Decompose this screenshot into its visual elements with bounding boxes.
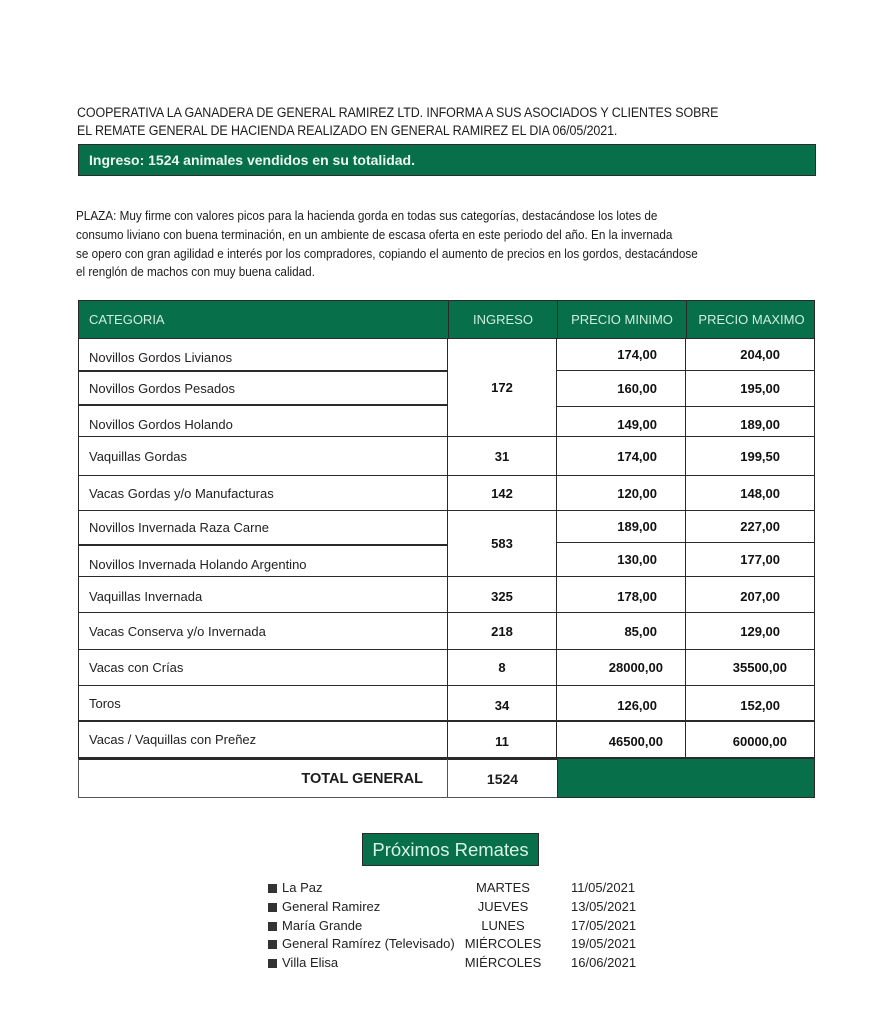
table-row-ingreso: 218 xyxy=(448,613,557,650)
square-bullet-icon xyxy=(268,940,277,949)
list-item xyxy=(268,917,658,936)
remate-lugar: General Ramirez xyxy=(282,898,381,914)
table-row-precio-maximo: 207,00 xyxy=(686,577,815,613)
intro-line-2: EL REMATE GENERAL DE HACIENDA REALIZADO EN GENERAL RAMIREZ EL DIA 06/05/2021. xyxy=(77,123,618,138)
header-categoria: CATEGORIA xyxy=(79,301,449,339)
plaza-line: PLAZA: Muy firme con valores picos para la hacienda gorda en todas sus categorías, destacándose los lotes de xyxy=(76,209,658,223)
table-row-categoria: Novillos Gordos Pesados xyxy=(78,371,448,405)
table-row-precio-maximo: 189,00 xyxy=(686,407,815,437)
header-ingreso: INGRESO xyxy=(449,301,558,339)
table-row-precio-minimo: 174,00 xyxy=(557,339,686,371)
plaza-paragraph xyxy=(76,207,801,282)
table-merged-ingreso-novillos-gordos: 172 xyxy=(448,339,557,437)
ingreso-banner: Ingreso: 1524 animales vendidos en su totalidad. xyxy=(78,144,816,176)
plaza-line: consumo liviano con buena terminación, en un ambiente de escasa oferta en este periodo del año. En la invernada xyxy=(76,227,673,242)
remate-lugar: General Ramírez (Televisado) xyxy=(282,936,455,952)
remate-fecha: 13/05/2021 xyxy=(571,898,637,914)
table-row-precio-minimo: 126,00 xyxy=(557,686,686,721)
remate-lugar: La Paz xyxy=(282,880,323,895)
remate-dia: MIÉRCOLES xyxy=(464,955,542,971)
table-row-precio-maximo: 227,00 xyxy=(686,511,815,543)
square-bullet-icon xyxy=(268,922,277,931)
table-row-ingreso: 8 xyxy=(448,650,557,686)
total-green-fill xyxy=(557,758,815,798)
remate-fecha: 19/05/2021 xyxy=(571,936,637,952)
table-row-categoria: Vacas con Crías xyxy=(78,650,448,686)
remate-dia: JUEVES xyxy=(477,898,529,914)
table-row-precio-maximo: 148,00 xyxy=(686,476,815,511)
total-general-value: 1524 xyxy=(448,758,557,798)
table-row-ingreso: 11 xyxy=(448,721,557,758)
table-row-precio-maximo: 177,00 xyxy=(686,543,815,577)
remate-dia: MARTES xyxy=(476,880,530,895)
table-row-categoria: Toros xyxy=(78,686,448,721)
list-item xyxy=(268,898,658,917)
square-bullet-icon xyxy=(268,903,277,912)
table-row-precio-maximo: 195,00 xyxy=(686,371,815,407)
list-item xyxy=(268,954,658,973)
total-general-label: TOTAL GENERAL xyxy=(78,758,448,798)
table-row-precio-minimo: 85,00 xyxy=(557,613,686,650)
table-row-precio-maximo: 152,00 xyxy=(686,686,815,721)
table-row-precio-minimo: 28000,00 xyxy=(557,650,686,686)
table-row-categoria: Vacas / Vaquillas con Preñez xyxy=(78,721,448,758)
remate-fecha: 11/05/2021 xyxy=(571,880,636,895)
table-row-precio-minimo: 178,00 xyxy=(557,577,686,613)
table-row-precio-maximo: 199,50 xyxy=(686,437,815,476)
intro-text xyxy=(77,104,821,140)
square-bullet-icon xyxy=(268,884,277,893)
table-row-categoria: Novillos Invernada Holando Argentino xyxy=(78,545,448,577)
table-header xyxy=(78,300,815,339)
table-row-ingreso: 142 xyxy=(448,476,557,511)
remate-fecha: 16/06/2021 xyxy=(571,955,637,971)
intro-line-1: COOPERATIVA LA GANADERA DE GENERAL RAMIREZ LTD. INFORMA A SUS ASOCIADOS Y CLIENTES SOBRE xyxy=(77,105,719,120)
table-merged-ingreso-novillos-invernada: 583 xyxy=(448,511,557,577)
table-row-ingreso: 31 xyxy=(448,437,557,476)
remate-fecha: 17/05/2021 xyxy=(571,917,637,933)
table-row-precio-minimo: 149,00 xyxy=(557,407,686,437)
square-bullet-icon xyxy=(268,959,277,968)
table-row-precio-minimo: 189,00 xyxy=(557,511,686,543)
remate-lugar: Villa Elisa xyxy=(282,955,339,971)
proximos-remates-list xyxy=(268,879,658,973)
table-row-precio-maximo: 60000,00 xyxy=(686,721,815,758)
header-precio-minimo: PRECIO MINIMO xyxy=(558,301,687,339)
table-row-categoria: Novillos Gordos Livianos xyxy=(78,339,448,371)
list-item xyxy=(268,935,658,954)
remate-dia: LUNES xyxy=(481,917,525,933)
table-row-precio-minimo: 46500,00 xyxy=(557,721,686,758)
table-row-ingreso: 34 xyxy=(448,686,557,721)
list-item xyxy=(268,879,658,898)
table-row-precio-minimo: 160,00 xyxy=(557,371,686,407)
remate-lugar: María Grande xyxy=(282,917,363,933)
table-row-categoria: Novillos Invernada Raza Carne xyxy=(78,511,448,545)
table-row-precio-minimo: 130,00 xyxy=(557,543,686,577)
table-row-categoria: Vaquillas Invernada xyxy=(78,577,448,613)
table-row-precio-minimo: 174,00 xyxy=(557,437,686,476)
table-row-ingreso: 325 xyxy=(448,577,557,613)
plaza-line: el renglón de machos con muy buena calidad. xyxy=(76,265,315,280)
table-row-categoria: Novillos Gordos Holando xyxy=(78,405,448,437)
table-row-categoria: Vacas Gordas y/o Manufacturas xyxy=(78,476,448,511)
remate-dia: MIÉRCOLES xyxy=(464,936,542,952)
table-row-precio-maximo: 204,00 xyxy=(686,339,815,371)
plaza-line: se opero con gran agilidad e interés por los compradores, copiando el aumento de precios en los gordos, destacándose xyxy=(76,246,698,261)
table-row-categoria: Vacas Conserva y/o Invernada xyxy=(78,613,448,650)
table-row-precio-maximo: 35500,00 xyxy=(686,650,815,686)
table-row-precio-minimo: 120,00 xyxy=(557,476,686,511)
proximos-remates-title: Próximos Remates xyxy=(362,833,539,866)
header-precio-maximo: PRECIO MAXIMO xyxy=(698,312,805,327)
table-row-categoria: Vaquillas Gordas xyxy=(78,437,448,476)
table-row-precio-maximo: 129,00 xyxy=(686,613,815,650)
